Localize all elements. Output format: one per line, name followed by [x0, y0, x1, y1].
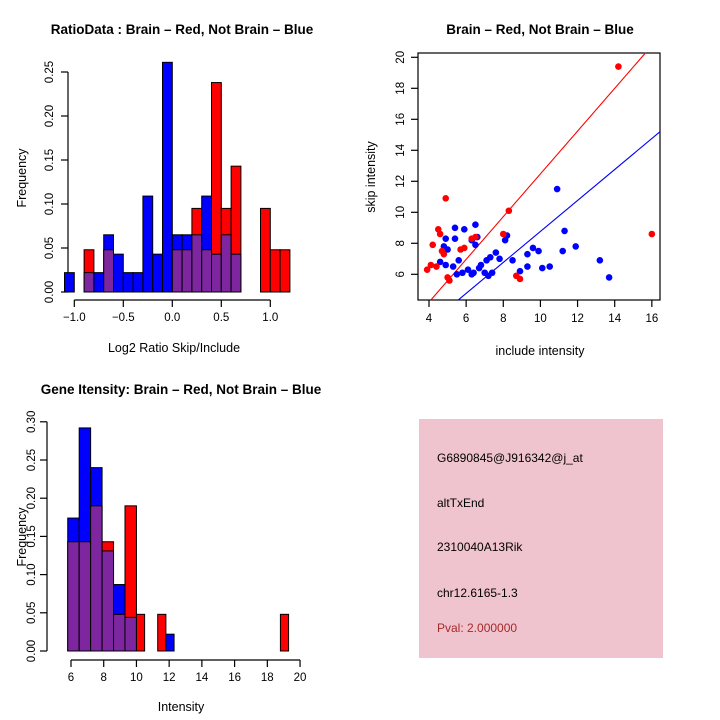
svg-text:0.05: 0.05: [26, 601, 38, 624]
scatter-ylabel: skip intensity: [364, 141, 378, 213]
svg-text:0.20: 0.20: [26, 487, 38, 510]
pval-text: Pval: 2.000000: [437, 621, 518, 635]
svg-text:0.0: 0.0: [164, 312, 181, 324]
svg-text:10: 10: [395, 205, 407, 219]
svg-text:0.25: 0.25: [26, 448, 38, 472]
svg-text:0.20: 0.20: [44, 104, 56, 128]
svg-text:12: 12: [571, 313, 584, 325]
svg-text:8: 8: [100, 672, 107, 684]
svg-text:0.10: 0.10: [44, 192, 56, 216]
svg-text:8: 8: [500, 313, 507, 325]
scatter-title: Brain – Red, Not Brain – Blue: [446, 22, 634, 37]
gene-symbol-text: 2310040A13Rik: [437, 540, 523, 554]
svg-text:10: 10: [130, 672, 143, 684]
location-text: chr12.6165-1.3: [437, 586, 518, 600]
svg-text:6: 6: [395, 271, 407, 278]
svg-text:−0.5: −0.5: [111, 312, 135, 324]
svg-text:14: 14: [195, 672, 209, 684]
svg-text:4: 4: [425, 313, 433, 325]
svg-text:16: 16: [228, 672, 241, 684]
svg-text:10: 10: [534, 313, 547, 325]
gene-hist-title: Gene Itensity: Brain – Red, Not Brain – Blue: [40, 382, 322, 397]
svg-text:16: 16: [395, 112, 407, 126]
event-type-text: altTxEnd: [437, 496, 485, 510]
gene-hist-xlabel: Intensity: [157, 700, 205, 714]
ratio-hist-xlabel: Log2 Ratio Skip/Include: [107, 341, 241, 355]
svg-text:−1.0: −1.0: [62, 312, 86, 324]
info-panel: [419, 419, 663, 658]
svg-text:18: 18: [395, 81, 407, 95]
svg-text:1.0: 1.0: [262, 312, 279, 324]
svg-text:6: 6: [67, 672, 75, 684]
svg-text:0.00: 0.00: [26, 639, 38, 663]
probe-id-text: G6890845@J916342@j_at: [437, 451, 583, 465]
svg-text:0.25: 0.25: [44, 60, 56, 84]
ratio-hist-title: RatioData : Brain – Red, Not Brain – Blue: [50, 22, 314, 37]
svg-text:14: 14: [395, 143, 407, 157]
svg-text:0.10: 0.10: [26, 563, 38, 586]
scatter-xlabel: include intensity: [495, 344, 585, 358]
svg-text:20: 20: [293, 672, 307, 684]
svg-text:16: 16: [645, 313, 659, 325]
svg-text:0.00: 0.00: [44, 280, 56, 304]
ratio-hist-ylabel: Frequency: [15, 148, 29, 208]
svg-text:14: 14: [608, 313, 622, 325]
svg-text:8: 8: [395, 240, 407, 247]
svg-text:18: 18: [260, 672, 274, 684]
svg-text:20: 20: [395, 50, 407, 64]
svg-text:0.5: 0.5: [213, 312, 230, 324]
svg-text:0.15: 0.15: [26, 525, 38, 548]
svg-text:12: 12: [162, 672, 176, 684]
svg-text:0.15: 0.15: [44, 148, 56, 172]
svg-text:6: 6: [462, 313, 470, 325]
svg-text:12: 12: [395, 174, 407, 188]
svg-text:0.30: 0.30: [26, 410, 38, 433]
gene-hist-ylabel: Frequency: [15, 507, 29, 567]
svg-text:0.05: 0.05: [44, 236, 56, 260]
